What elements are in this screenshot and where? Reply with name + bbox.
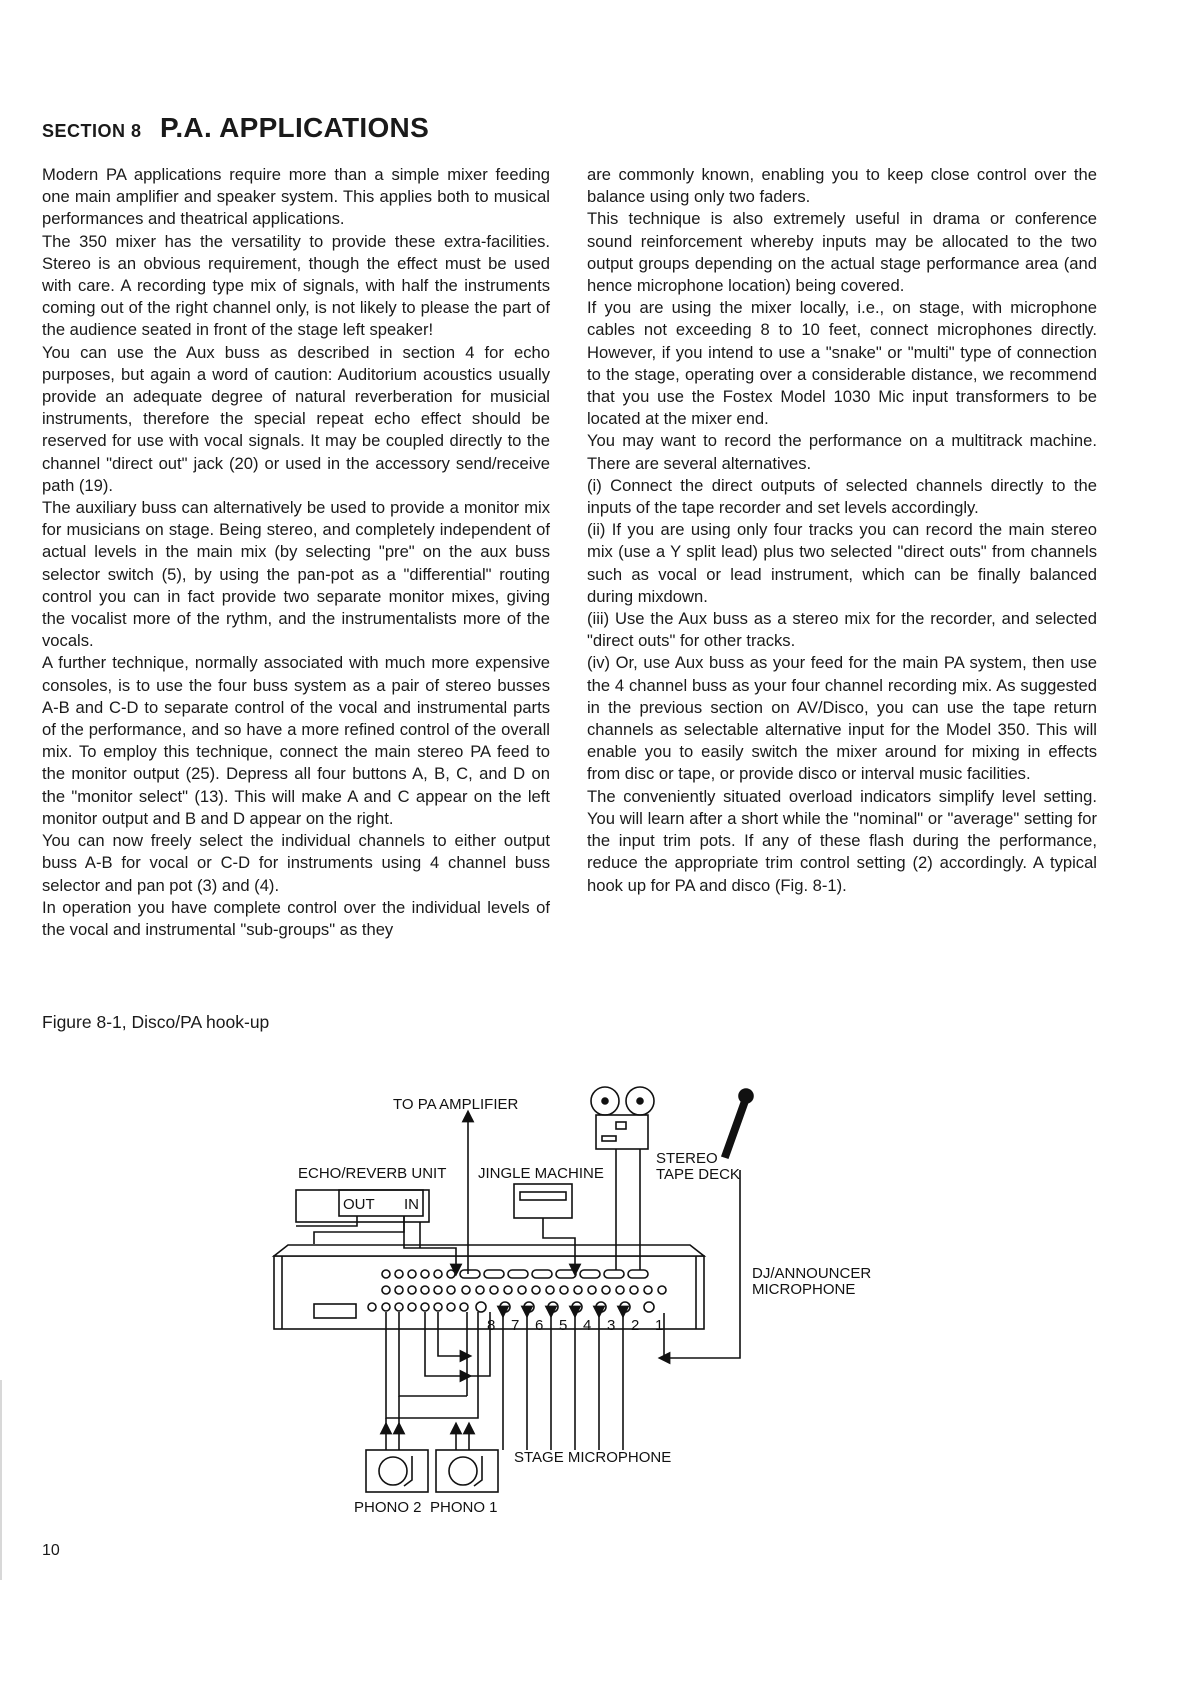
jingle-machine [514,1184,572,1218]
echo-in-label: IN [404,1196,419,1213]
paragraph: Modern PA applications require more than a simple mixer feeding one main amplifier and speaker system. This applies both to musical performances and theatrical applications. [42,165,550,229]
paragraph: The auxiliary buss can alternatively be used to provide a monitor mix for musicians on stage. Being stereo, and completely independent of actual levels in the main mix (by selecting "pre" on the aux buss selector switch (5), by using the pan-pot as a "differential" routing control you can in fact provide two separate monitor mixes, giving the vocalist more of the rythm, and the instrumentalists more of the vocals. [42,498,550,651]
tape-deck-body [596,1115,648,1149]
channel-label: 8 [487,1317,496,1334]
jingle-slot [520,1192,566,1200]
paragraph: A further technique, normally associated with much more expensive consoles, is to use the four buss system as a pair of stereo busses A-B and C-D to separate control of the vocal and instrumental parts of the performance, and so have a more refined control of the overall mix. To employ this technique, connect the main stereo PA feed to the monitor output (25). Depress all four buttons A, B, C, and D on the "monitor select" (13). This will make A and C appear on the left monitor output and B and D appear on the right. [42,653,550,828]
figure-caption: Figure 8-1, Disco/PA hook-up [42,1012,270,1032]
paragraph: The 350 mixer has the versatility to provide these extra-facilities. Stereo is an obvious requirement, though the effect must be used with care. A recording type mix of signals, with half the instruments coming out of the right channel only, is not likely to please the part of the audience seated in front of the stage left speaker! [42,231,550,340]
section-title: P.A. APPLICATIONS [159,112,430,143]
paragraph: In operation you have complete control over the individual levels of the vocal and instrumental "sub-groups" as they [42,897,550,939]
dj-microphone-label-1: DJ/ANNOUNCER [752,1265,872,1282]
channel-label: 3 [607,1317,616,1334]
section-label: SECTION 8 [42,121,142,141]
phono-2-label: PHONO 2 [354,1499,422,1516]
stage-microphone-label: STAGE MICROPHONE [514,1449,672,1466]
channel-label: 1 [655,1317,664,1334]
channel-label: 5 [559,1317,568,1334]
paragraph: You may want to record the performance on a multitrack machine. There are several alternatives. [587,431,1097,473]
dj-microphone-label-2: MICROPHONE [752,1281,856,1298]
channel-label: 7 [511,1317,520,1334]
dj-microphone [722,1100,748,1158]
paragraph: (ii) If you are using only four tracks you can record the main stereo mix (use a Y split lead) plus two selected "direct outs" from channels such as vocal or lead instrument, which can be finally balanced during mixdown. [587,520,1097,606]
channel-label: 4 [583,1317,592,1334]
echo-reverb-label: ECHO/REVERB UNIT [298,1165,447,1182]
tape-deck-label-2: TAPE DECK [656,1166,740,1183]
paragraph: are commonly known, enabling you to keep close control over the balance using only two faders. [587,165,1097,207]
page-number: 10 [42,1542,60,1559]
jingle-machine-label: JINGLE MACHINE [478,1165,604,1182]
channel-label: 6 [535,1317,544,1334]
tape-deck-label-1: STEREO [656,1150,718,1167]
paragraph: This technique is also extremely useful in drama or conference sound reinforcement whereby inputs may be allocated to the two output groups depending on the actual stage performance area (and hence microphone location) being covered. [587,209,1097,296]
paragraph: The conveniently situated overload indicators simplify level setting. You will learn after a short while the "nominal" or "average" setting for the input trim pots. If any of these flash during the performance, reduce the appropriate trim control setting (2) accordingly. A typical hook up for PA and disco (Fig. 8-1). [587,786,1097,895]
phono-1-label: PHONO 1 [430,1499,498,1516]
phono-cables [386,1396,469,1450]
echo-send-cable [314,1216,404,1244]
paragraph: (i) Connect the direct outputs of selected channels directly to the inputs of the tape recorder and set levels accordingly. [587,475,1097,518]
echo-return-cable [296,1216,357,1226]
paragraph: You can use the Aux buss as described in section 4 for echo purposes, but again a word of caution: Auditorium acoustics usually provide an adequate degree of natural reverberation for musicial instruments, therefore the special repeat echo effect should be reserved for use with vocal signals. It may be coupled directly to the channel "direct out" jack (20) or used in the accessory send/receive path (19). [42,342,550,495]
pa-amplifier-label: TO PA AMPLIFIER [393,1096,519,1113]
paragraph: (iv) Or, use Aux buss as your feed for the main PA system, then use the 4 channel buss as your four channel recording mix. As suggested in the previous section on AV/Disco, you can use the tape return channels as selectable alternative input for the Model 350. This will enable you to easily switch the mixer around for mixing in effects from disc or tape, or provide disco or interval music facilities. [587,653,1097,784]
channel-label: 2 [631,1317,640,1334]
phono-1-turntable [436,1450,498,1492]
paragraph: (iii) Use the Aux buss as a stereo mix for the recorder, and selected "direct outs" for other tracks. [587,609,1097,651]
paragraph: You can now freely select the individual channels to either output buss A-B for vocal or C-D for instruments using 4 channel buss selector and pan pot (3) and (4). [42,831,550,895]
echo-out-label: OUT [343,1196,375,1213]
scan-margin-line [0,1380,2,1580]
phono-2-turntable [366,1450,428,1492]
paragraph: If you are using the mixer locally, i.e., on stage, with microphone cables not exceeding 8 to 10 feet, connect microphones directly. However, if you intend to use a "snake" or "multi" type of connection to the stage, operating over a considerable distance, we recommend that you use the Fostex Model 1030 Mic input transformers to be located at the mixer end. [587,298,1097,429]
